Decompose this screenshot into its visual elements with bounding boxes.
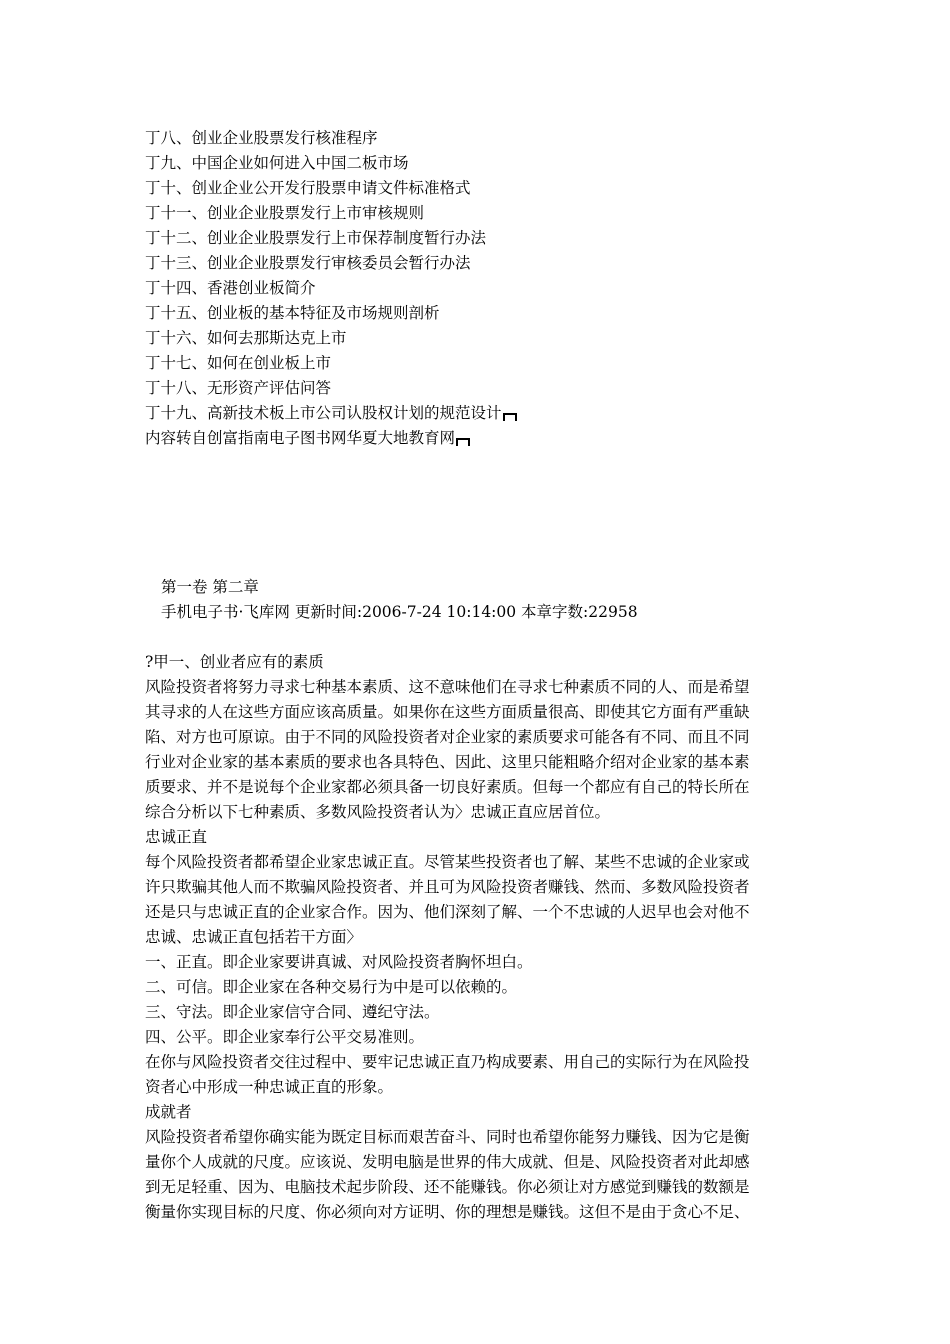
paragraph-line: 忠诚、忠诚正直包括若干方面〉 bbox=[145, 928, 363, 946]
list-item: 四、公平。即企业家奉行公平交易准则。 bbox=[145, 1028, 425, 1046]
chapter-meta: 手机电子书·飞库网 更新时间:2006-7-24 10:14:00 本章字数:22958 bbox=[161, 603, 638, 621]
document-page bbox=[145, 126, 815, 1225]
line-break-mark-icon bbox=[503, 413, 517, 421]
toc-item-text: 丁十一、创业企业股票发行上市审核规则 bbox=[145, 204, 425, 222]
paragraph-line: 许只欺骗其他人而不欺骗风险投资者、并且可为风险投资者赚钱、然而、多数风险投资者 bbox=[145, 878, 750, 896]
toc-item bbox=[145, 151, 815, 176]
toc-item bbox=[145, 351, 815, 376]
heading-integrity: 忠诚正直 bbox=[145, 828, 208, 846]
toc-item-text: 丁十、创业企业公开发行股票申请文件标准格式 bbox=[145, 179, 471, 197]
paragraph-line: 在你与风险投资者交往过程中、要牢记忠诚正直乃构成要素、用自己的实际行为在风险投 bbox=[145, 1053, 750, 1071]
paragraph-line: 质要求、并不是说每个企业家都必须具备一切良好素质。但每一个都应有自己的特长所在 bbox=[145, 778, 750, 796]
paragraph-line: 风险投资者将努力寻求七种基本素质、这不意味他们在寻求七种素质不同的人、而是希望 bbox=[145, 678, 750, 696]
toc-item-text: 丁十七、如何在创业板上市 bbox=[145, 354, 332, 372]
toc-item-text: 丁十二、创业企业股票发行上市保荐制度暂行办法 bbox=[145, 229, 487, 247]
list-item: 二、可信。即企业家在各种交易行为中是可以依赖的。 bbox=[145, 978, 518, 996]
toc-item-text: 丁十九、高新技术板上市公司认股权计划的规范设计 bbox=[145, 404, 502, 422]
paragraph-line: 衡量你实现目标的尺度、你必须向对方证明、你的理想是赚钱。这但不是由于贪心不足、 bbox=[145, 1203, 750, 1221]
toc-item bbox=[145, 326, 815, 351]
section-title: ?甲一、创业者应有的素质 bbox=[145, 653, 324, 671]
toc-item bbox=[145, 301, 815, 326]
toc-item-text: 丁十四、香港创业板简介 bbox=[145, 279, 316, 297]
toc-item bbox=[145, 126, 815, 151]
paragraph-line: 其寻求的人在这些方面应该高质量。如果你在这些方面质量很高、即使其它方面有严重缺 bbox=[145, 703, 750, 721]
list-item: 三、守法。即企业家信守合同、遵纪守法。 bbox=[145, 1003, 440, 1021]
toc-item-text: 丁十五、创业板的基本特征及市场规则剖析 bbox=[145, 304, 440, 322]
line-break-mark-icon bbox=[456, 438, 470, 446]
toc-item-text: 内容转自创富指南电子图书网华夏大地教育网 bbox=[145, 429, 456, 447]
toc-item bbox=[145, 176, 815, 201]
spacer bbox=[145, 451, 815, 575]
toc-item-text: 丁十六、如何去那斯达克上市 bbox=[145, 329, 347, 347]
toc-item bbox=[145, 276, 815, 301]
toc-item bbox=[145, 226, 815, 251]
paragraph-line: 陷、对方也可原谅。由于不同的风险投资者对企业家的素质要求可能各有不同、而且不同 bbox=[145, 728, 750, 746]
integrity-paragraph bbox=[145, 850, 815, 950]
paragraph-line: 行业对企业家的基本素质的要求也各具特色、因此、这里只能粗略介绍对企业家的基本素 bbox=[145, 753, 750, 771]
integrity-summary bbox=[145, 1050, 815, 1100]
toc-item-text: 丁八、创业企业股票发行核准程序 bbox=[145, 129, 378, 147]
toc-item bbox=[145, 376, 815, 401]
integrity-list bbox=[145, 950, 815, 1050]
toc-item bbox=[145, 251, 815, 276]
chapter-title: 第一卷 第二章 bbox=[161, 578, 259, 596]
toc-item bbox=[145, 426, 815, 451]
paragraph-line: 到无足轻重、因为、电脑技术起步阶段、还不能赚钱。你必须让对方感觉到赚钱的数额是 bbox=[145, 1178, 750, 1196]
chapter-header bbox=[145, 575, 815, 625]
paragraph-line: 每个风险投资者都希望企业家忠诚正直。尽管某些投资者也了解、某些不忠诚的企业家或 bbox=[145, 853, 750, 871]
achiever-paragraph bbox=[145, 1125, 815, 1225]
paragraph-line: 还是只与忠诚正直的企业家合作。因为、他们深刻了解、一个不忠诚的人迟早也会对他不 bbox=[145, 903, 750, 921]
paragraph-line: 综合分析以下七种素质、多数风险投资者认为〉忠诚正直应居首位。 bbox=[145, 803, 611, 821]
toc-item-text: 丁十八、无形资产评估问答 bbox=[145, 379, 332, 397]
heading-achiever: 成就者 bbox=[145, 1103, 192, 1121]
paragraph-line: 量你个人成就的尺度。应该说、发明电脑是世界的伟大成就、但是、风险投资者对此却感 bbox=[145, 1153, 750, 1171]
toc-item-text: 丁九、中国企业如何进入中国二板市场 bbox=[145, 154, 409, 172]
toc-item bbox=[145, 401, 815, 426]
paragraph-line: 资者心中形成一种忠诚正直的形象。 bbox=[145, 1078, 394, 1096]
intro-paragraph bbox=[145, 675, 815, 825]
toc-item-text: 丁十三、创业企业股票发行审核委员会暂行办法 bbox=[145, 254, 471, 272]
chapter-body bbox=[145, 650, 815, 1225]
paragraph-line: 风险投资者希望你确实能为既定目标而艰苦奋斗、同时也希望你能努力赚钱、因为它是衡 bbox=[145, 1128, 750, 1146]
list-item: 一、正直。即企业家要讲真诚、对风险投资者胸怀坦白。 bbox=[145, 953, 533, 971]
table-of-contents bbox=[145, 126, 815, 451]
toc-item bbox=[145, 201, 815, 226]
spacer bbox=[145, 625, 815, 650]
